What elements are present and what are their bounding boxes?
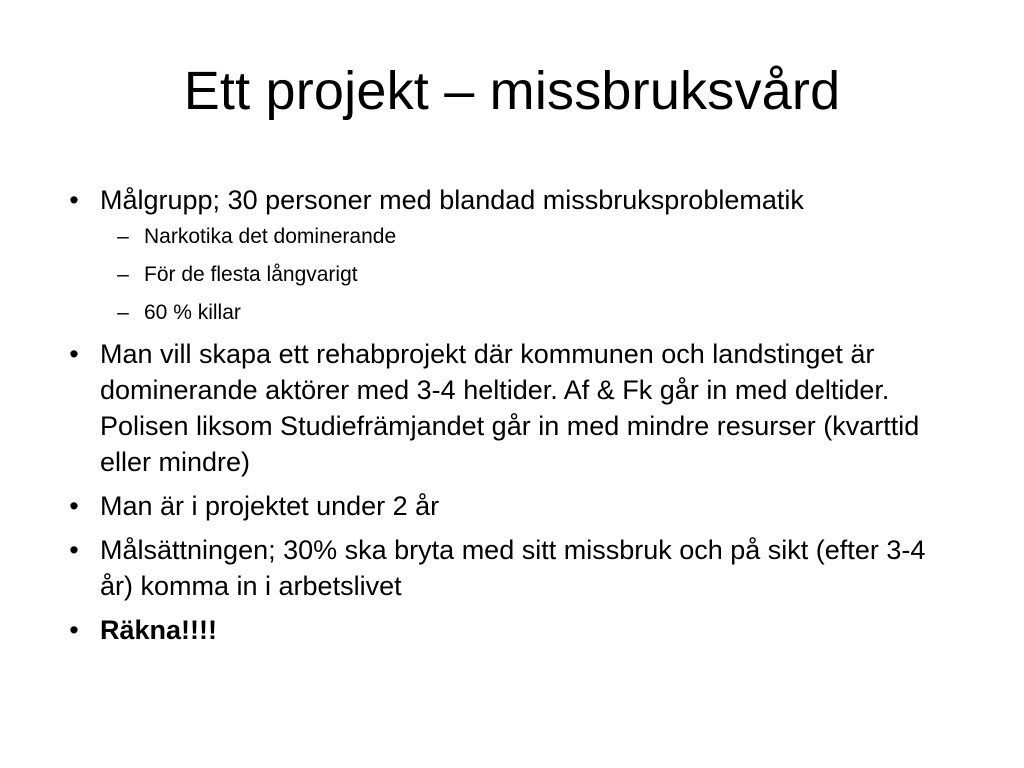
bullet-marker: •: [69, 491, 79, 521]
dash-marker: –: [117, 263, 129, 286]
bullet-list: [62, 182, 962, 648]
bullet-marker: •: [69, 339, 79, 369]
sub-bullet-text: 60 % killar: [144, 301, 241, 324]
sub-bullet-list: [100, 222, 962, 328]
dash-marker: –: [117, 225, 129, 248]
bullet-marker: •: [69, 535, 79, 565]
bullet-item-calculate: [62, 612, 962, 648]
bullet-marker: •: [69, 615, 79, 645]
sub-bullet-item: [100, 260, 962, 290]
bullet-item-goal: [62, 532, 962, 604]
bullet-text: Målgrupp; 30 personer med blandad missbruksproblematik: [100, 185, 804, 215]
bullet-item-duration: [62, 488, 962, 524]
sub-bullet-text: Narkotika det dominerande: [144, 225, 397, 248]
bullet-text: Målsättningen; 30% ska bryta med sitt missbruk och på sikt (efter 3-4 år) komma in i arbetslivet: [100, 535, 926, 601]
bullet-item-target-group: [62, 182, 962, 328]
slide-content: [62, 182, 962, 656]
bullet-text: Man är i projektet under 2 år: [100, 491, 440, 521]
sub-bullet-item: [100, 222, 962, 252]
sub-bullet-item: [100, 298, 962, 328]
bullet-marker: •: [69, 185, 79, 215]
dash-marker: –: [117, 301, 129, 324]
sub-bullet-text: För de flesta långvarigt: [144, 263, 358, 286]
bullet-text-bold: Räkna!!!!: [100, 615, 218, 645]
bullet-text: Man vill skapa ett rehabprojekt där kommunen och landstinget är dominerande aktörer med 3-4 heltider. Af & Fk går in med deltider. Polisen liksom Studiefrämjandet går in med mindre resurser (kvarttid eller mindre): [100, 339, 920, 477]
bullet-item-rehab-project: [62, 336, 962, 480]
slide-title: Ett projekt – missbruksvård: [183, 61, 841, 121]
